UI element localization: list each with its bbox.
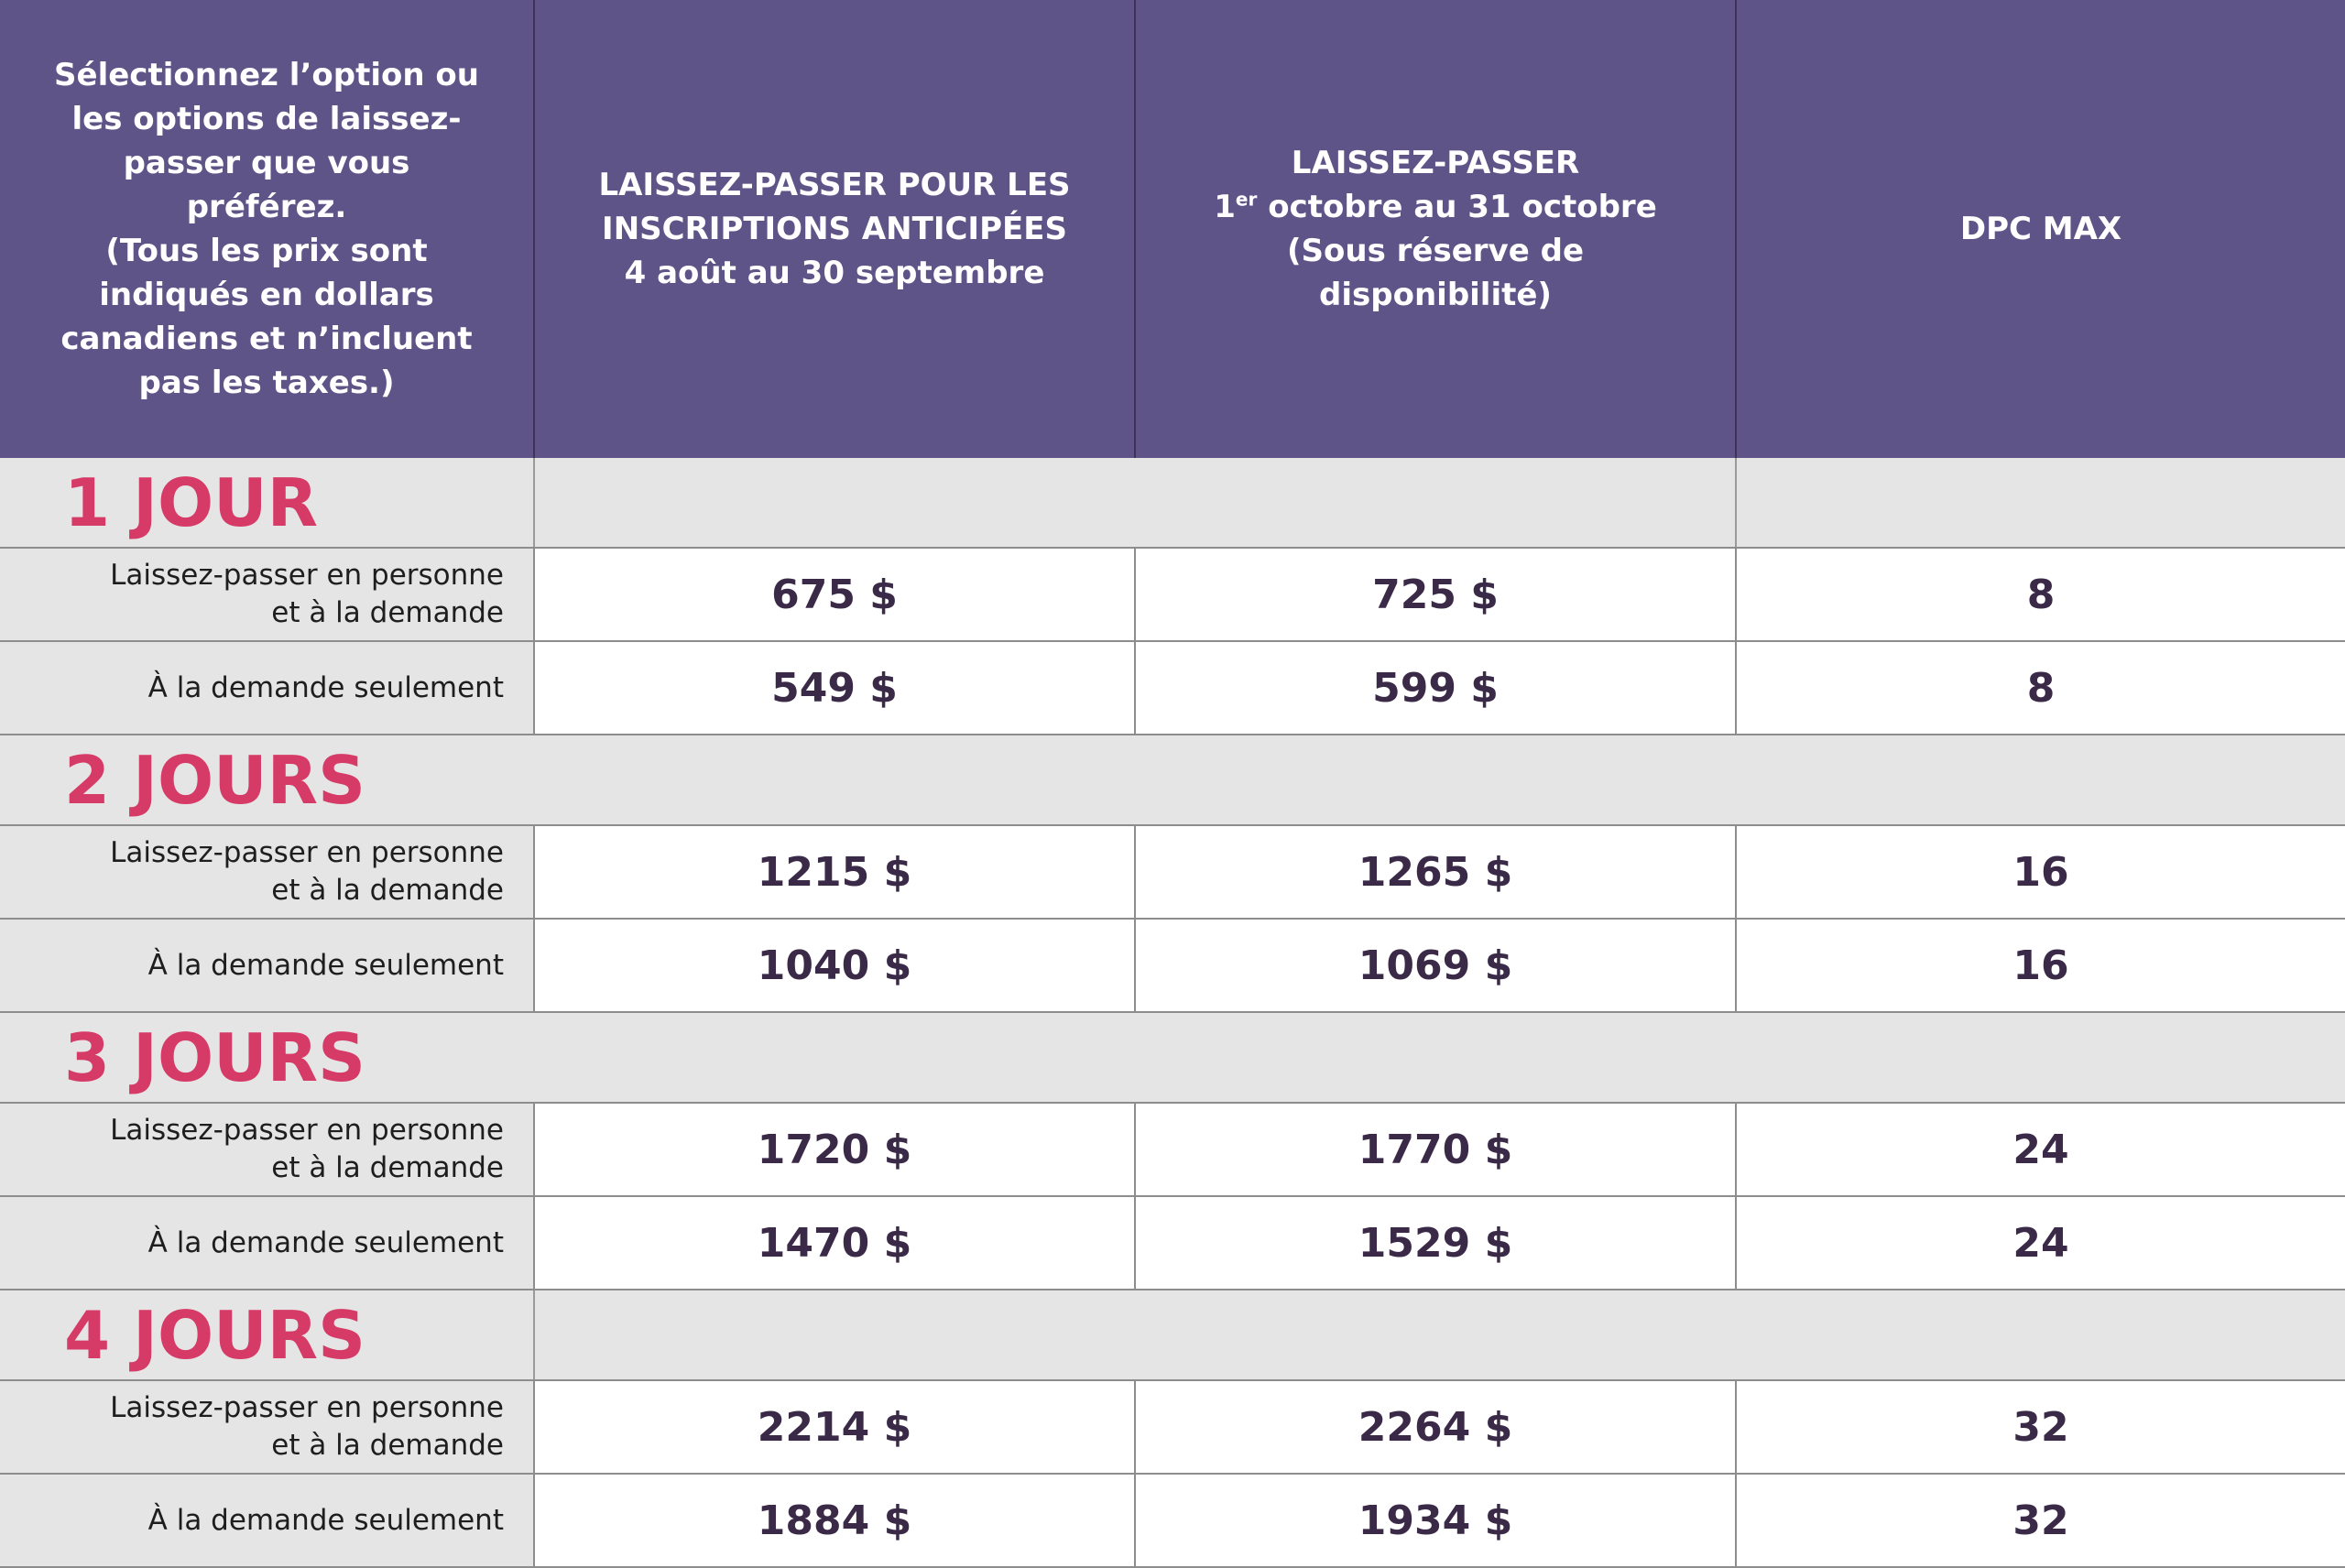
header-line: indiqués en dollars <box>99 277 434 313</box>
header-line: 4 août au 30 septembre <box>624 255 1045 291</box>
early-price: 1884 $ <box>534 1474 1135 1567</box>
regular-price: 2264 $ <box>1135 1380 1736 1474</box>
regular-price: 1529 $ <box>1135 1196 1736 1290</box>
regular-price: 599 $ <box>1135 641 1736 735</box>
pricing-row-inperson <box>0 1103 2345 1196</box>
cpd-value: 32 <box>1736 1474 2345 1567</box>
option-label: À la demande seulement <box>0 641 534 735</box>
day-section-row <box>0 458 2345 548</box>
day-label: 1 JOUR <box>0 458 534 548</box>
header-line: (Sous réserve de <box>1286 233 1584 269</box>
header-line: Sélectionnez l’option ou <box>54 57 479 93</box>
header-line: pas les taxes.) <box>138 365 395 401</box>
date-range: octobre au 31 octobre <box>1257 189 1657 225</box>
option-label <box>0 1380 534 1474</box>
pricing-row-inperson <box>0 825 2345 919</box>
early-price: 2214 $ <box>534 1380 1135 1474</box>
pricing-row-ondemand <box>0 641 2345 735</box>
pricing-row-ondemand <box>0 1196 2345 1290</box>
header-line: LAISSEZ-PASSER POUR LES <box>598 167 1071 203</box>
cpd-value: 8 <box>1736 641 2345 735</box>
regular-price: 725 $ <box>1135 548 1736 641</box>
early-price: 549 $ <box>534 641 1135 735</box>
option-label: À la demande seulement <box>0 1196 534 1290</box>
regular-price: 1265 $ <box>1135 825 1736 919</box>
date-ordinal: er <box>1235 188 1258 211</box>
header-line: les options de laissez- <box>71 101 462 137</box>
regular-price: 1069 $ <box>1135 919 1736 1012</box>
header-line: INSCRIPTIONS ANTICIPÉES <box>602 211 1067 247</box>
header-line: LAISSEZ-PASSER <box>1291 145 1580 181</box>
cpd-value: 24 <box>1736 1103 2345 1196</box>
day-label: 4 JOURS <box>0 1290 534 1380</box>
day-row-spacer <box>534 458 1736 548</box>
cpd-value: 24 <box>1736 1196 2345 1290</box>
regular-date-line <box>1172 185 1698 229</box>
pricing-row-inperson <box>0 548 2345 641</box>
option-label-line: et à la demande <box>271 1151 504 1184</box>
pricing-row-ondemand <box>0 1474 2345 1567</box>
day-section-row <box>0 735 2345 825</box>
day-row-spacer <box>534 1012 2345 1103</box>
regular-pass-header <box>1135 0 1736 458</box>
cpd-header: DPC MAX <box>1736 0 2345 458</box>
cpd-value: 16 <box>1736 825 2345 919</box>
option-label-line: Laissez-passer en personne <box>110 1391 504 1424</box>
day-row-spacer <box>534 735 2345 825</box>
early-pass-header <box>534 0 1135 458</box>
cpd-value: 8 <box>1736 548 2345 641</box>
day-label: 2 JOURS <box>0 735 534 825</box>
option-label <box>0 548 534 641</box>
option-label-line: Laissez-passer en personne <box>110 836 504 869</box>
header-line: disponibilité) <box>1319 277 1552 313</box>
early-price: 1215 $ <box>534 825 1135 919</box>
regular-price: 1934 $ <box>1135 1474 1736 1567</box>
early-price: 1470 $ <box>534 1196 1135 1290</box>
early-price: 675 $ <box>534 548 1135 641</box>
option-label <box>0 1103 534 1196</box>
day-section-row <box>0 1012 2345 1103</box>
option-label-line: Laissez-passer en personne <box>110 1114 504 1147</box>
option-label: À la demande seulement <box>0 1474 534 1567</box>
option-label-line: Laissez-passer en personne <box>110 559 504 592</box>
day-label: 3 JOURS <box>0 1012 534 1103</box>
cpd-value: 16 <box>1736 919 2345 1012</box>
early-price: 1040 $ <box>534 919 1135 1012</box>
option-label <box>0 825 534 919</box>
option-label: À la demande seulement <box>0 919 534 1012</box>
day-row-spacer <box>1736 458 2345 548</box>
pricing-row-ondemand <box>0 919 2345 1012</box>
pricing-row-inperson <box>0 1380 2345 1474</box>
date-day: 1 <box>1214 189 1236 225</box>
header-line: passer que vous préférez. <box>123 145 410 225</box>
option-label-line: et à la demande <box>271 1429 504 1462</box>
header-line: canadiens et n’incluent <box>60 321 473 357</box>
header-line: (Tous les prix sont <box>105 233 428 269</box>
select-option-header <box>0 0 534 458</box>
option-label-line: et à la demande <box>271 874 504 907</box>
header-row <box>0 0 2345 458</box>
early-price: 1720 $ <box>534 1103 1135 1196</box>
cpd-value: 32 <box>1736 1380 2345 1474</box>
day-row-spacer <box>534 1290 2345 1380</box>
day-section-row <box>0 1290 2345 1380</box>
option-label-line: et à la demande <box>271 596 504 629</box>
regular-price: 1770 $ <box>1135 1103 1736 1196</box>
